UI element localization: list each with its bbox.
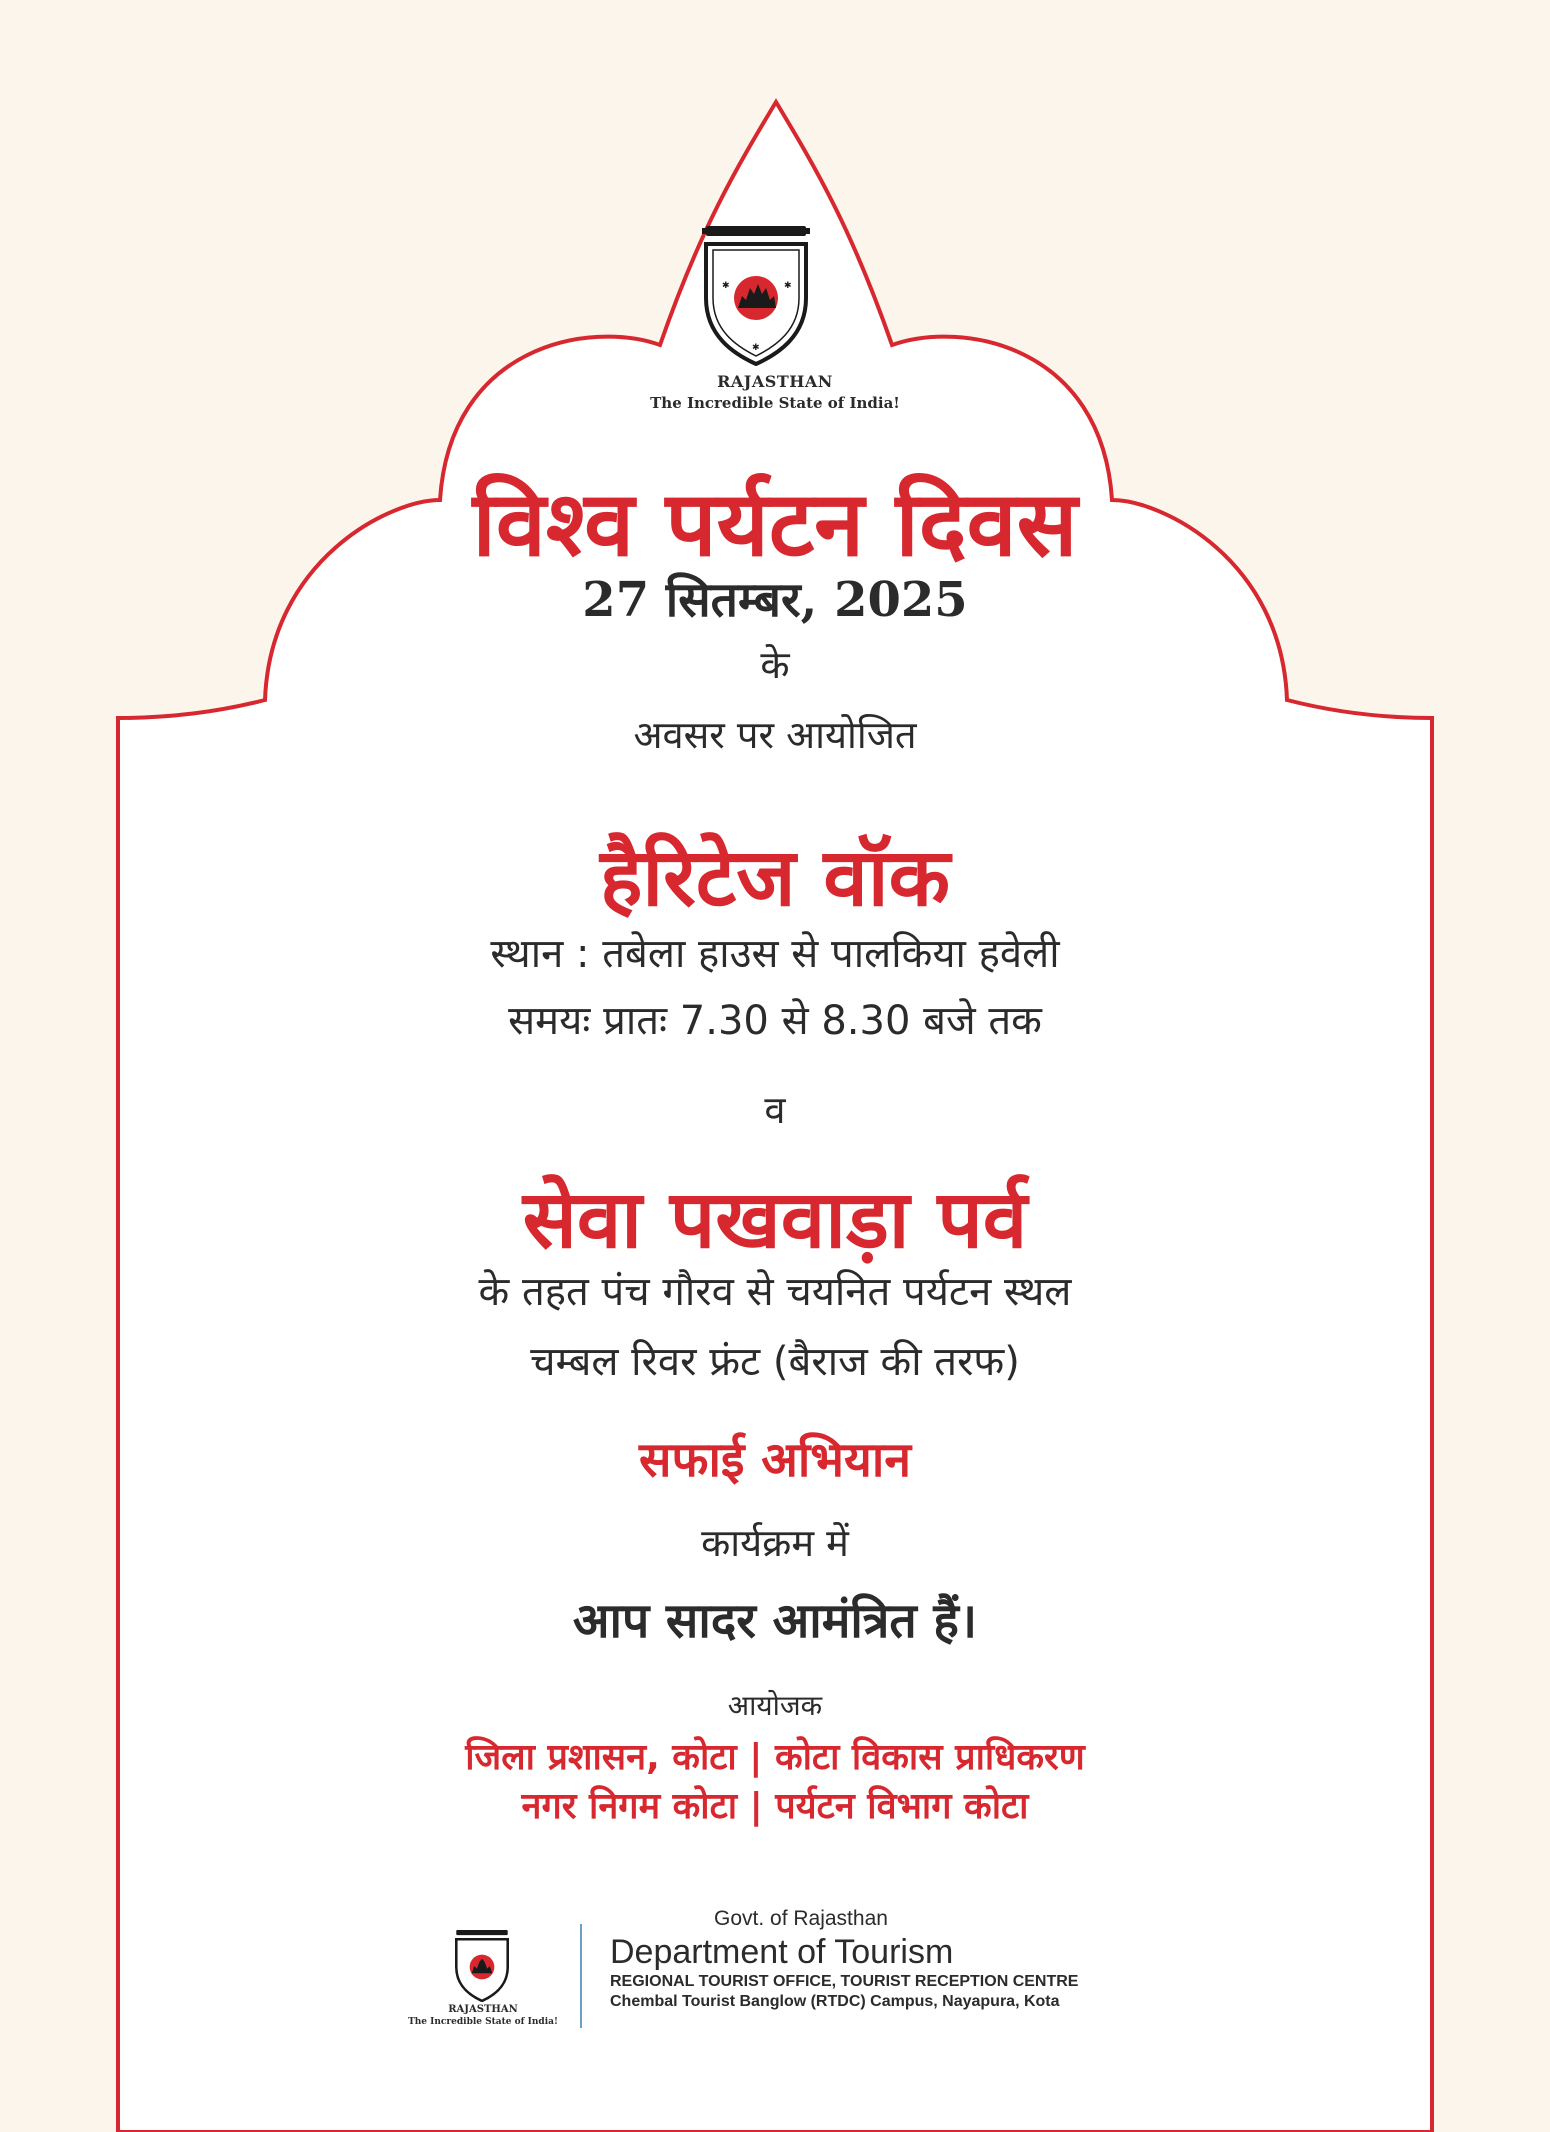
organisers-label: आयोजक xyxy=(727,1689,823,1722)
conjunction: व xyxy=(764,1088,786,1132)
header-brand-tagline: The Incredible State of India! xyxy=(650,394,900,412)
event-description-1: के तहत पंच गौरव से चयनित पर्यटन स्थल xyxy=(478,1269,1072,1315)
footer-address: Chembal Tourist Banglow (RTDC) Campus, Nayapura, Kota xyxy=(610,1993,1060,2010)
footer-brand-tagline: The Incredible State of India! xyxy=(408,2017,558,2027)
occasion-text: अवसर पर आयोजित xyxy=(633,713,917,757)
footer-emblem-icon xyxy=(452,1930,512,2002)
invitation-line: आप सादर आमंत्रित हैं। xyxy=(572,1593,978,1649)
event-time: समयः प्रातः 7.30 से 8.30 बजे तक xyxy=(508,998,1042,1044)
rajasthan-tourism-emblem-icon xyxy=(698,226,814,366)
event-date: 27 सितम्बर, 2025 xyxy=(582,572,968,628)
organisers-line-2: नगर निगम कोटा | पर्यटन विभाग कोटा xyxy=(521,1786,1029,1827)
footer-divider xyxy=(580,1924,582,2028)
footer-brand xyxy=(380,2004,586,2028)
header-brand-name: RAJASTHAN xyxy=(717,372,833,391)
svg-text:✱: ✱ xyxy=(784,281,792,291)
event-heritage-walk: हैरिटेज वॉक xyxy=(599,831,951,924)
event-description-2: चम्बल रिवर फ्रंट (बैराज की तरफ) xyxy=(530,1339,1020,1385)
connector-ke: के xyxy=(760,643,790,687)
main-title: विश्व पर्यटन दिवस xyxy=(472,472,1078,577)
event-seva-pakhwada: सेवा पखवाड़ा पर्व xyxy=(522,1173,1028,1266)
svg-text:✱: ✱ xyxy=(722,281,730,291)
footer-brand-name: RAJASTHAN xyxy=(448,2004,518,2015)
footer-office: REGIONAL TOURIST OFFICE, TOURIST RECEPTION CENTRE xyxy=(610,1973,1079,1990)
footer-text xyxy=(610,1906,1310,2012)
program-text: कार्यक्रम में xyxy=(701,1521,849,1565)
organisers-line-1: जिला प्रशासन, कोटा | कोटा विकास प्राधिकरण xyxy=(465,1737,1085,1778)
footer-government: Govt. of Rajasthan xyxy=(714,1907,888,1930)
svg-text:✱: ✱ xyxy=(752,343,760,353)
cleanliness-campaign: सफाई अभियान xyxy=(639,1432,911,1488)
footer-department: Department of Tourism xyxy=(610,1933,954,1971)
event-venue: स्थान : तबेला हाउस से पालकिया हवेली xyxy=(490,931,1060,977)
